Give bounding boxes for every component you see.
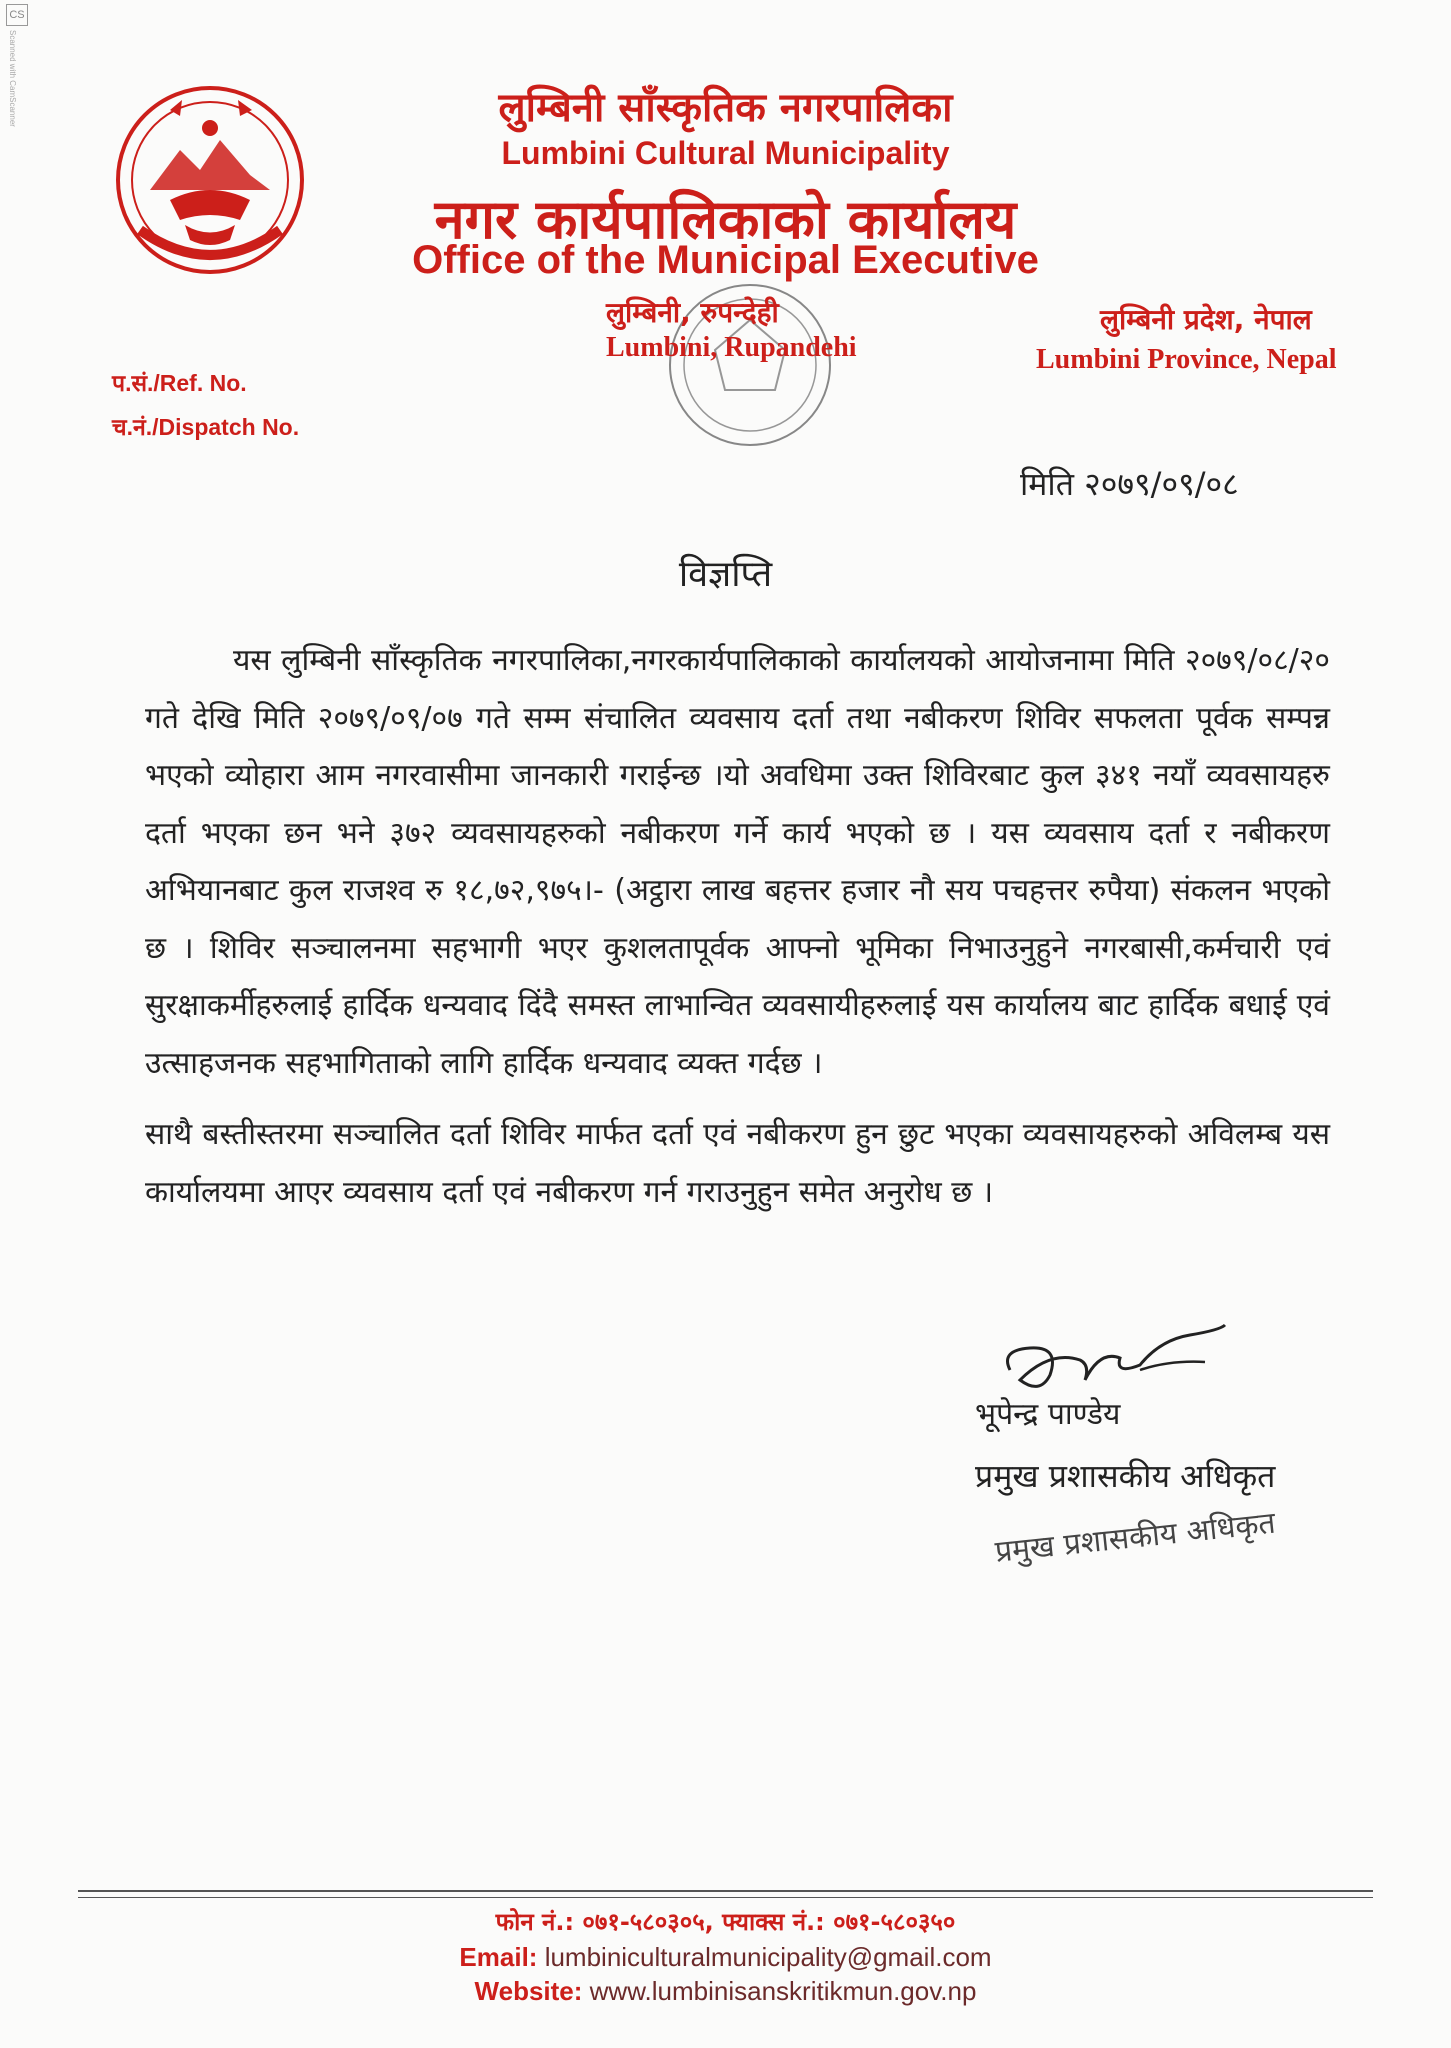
signatory-name: भूपेन्द्र पाण्डेय	[975, 1397, 1121, 1432]
footer-phone-fax: फोन नं.: ०७१-५८०३०५, फ्याक्स नं.: ०७१-५८०३५०	[495, 1908, 956, 1936]
website-url[interactable]: www.lumbinisanskritikmun.gov.np	[589, 1976, 977, 2006]
municipality-name-en: Lumbini Cultural Municipality	[501, 135, 950, 171]
province-np: लुम्बिनी प्रदेश, नेपाल	[1100, 303, 1312, 336]
municipality-name-np: लुम्बिनी साँस्कृतिक नगरपालिका	[498, 85, 953, 131]
letter-body	[145, 632, 1330, 1221]
footer-website	[0, 1976, 1451, 2007]
dispatch-number-label: च.नं./Dispatch No.	[112, 414, 300, 440]
office-name-en: Office of the Municipal Executive	[412, 238, 1039, 282]
letter-date: मिति २०७९/०९/०८	[1020, 465, 1239, 503]
scanner-badge: CS	[6, 4, 28, 26]
office-name-np: नगर कार्यपालिकाको कार्यालय	[434, 188, 1017, 251]
province-en: Lumbini Province, Nepal	[1036, 344, 1337, 375]
location-np: लुम्बिनी, रुपन्देही	[606, 296, 779, 329]
body-paragraph-1: यस लुम्बिनी साँस्कृतिक नगरपालिका,नगरकार्यपालिकाको कार्यालयको आयोजनामा मिति २०७९/०८/२० गते देखि मिति २०७९/०९/०७ गते सम्म संचालित व्यवसाय दर्ता तथा नबीकरण शिविर सफलता पूर्वक सम्पन्न भएको व्योहारा आम नगरवासीमा जानकारी गराईन्छ ।यो अवधिमा उक्त शिविरबाट कुल ३४१ नयाँ व्यवसायहरु दर्ता भएका छन भने ३७२ व्यवसायहरुको नबीकरण गर्ने कार्य भएको छ । यस व्यवसाय दर्ता र नबीकरण अभियानबाट कुल राजश्व रु १८,७२,९७५।- (अट्ठारा लाख बहत्तर हजार नौ सय पचहत्तर रुपैया) संकलन भएको छ । शिविर सञ्चालनमा सहभागी भएर कुशलतापूर्वक आफ्नो भूमिका निभाउनुहुने नगरबासी,कर्मचारी एवं सुरक्षाकर्मीहरुलाई हार्दिक धन्यवाद दिंदै समस्त लाभान्वित व्यवसायीहरुलाई यस कार्यालय बाट हार्दिक बधाई एवं उत्साहजनक सहभागिताको लागि हार्दिक धन्यवाद व्यक्त गर्दछ ।	[145, 643, 1330, 1081]
website-label: Website:	[474, 1976, 583, 2006]
location-en: Lumbini, Rupandehi	[606, 332, 857, 363]
scanner-caption: Scanned with CamScanner	[8, 30, 17, 127]
designation-seal: प्रमुख प्रशासकीय अधिकृत	[993, 1505, 1278, 1570]
signatory-designation: प्रमुख प्रशासकीय अधिकृत	[975, 1457, 1276, 1495]
footer-divider	[78, 1890, 1373, 1892]
notice-title: विज्ञप्ति	[678, 554, 773, 595]
footer-email	[0, 1942, 1451, 1973]
email-label: Email:	[459, 1942, 538, 1972]
body-paragraph-2: साथै बस्तीस्तरमा सञ्चालित दर्ता शिविर मार्फत दर्ता एवं नबीकरण हुन छुट भएका व्यवसायहरुको अविलम्ब यस कार्यालयमा आएर व्यवसाय दर्ता एवं नबीकरण गर्न गराउनुहुन समेत अनुरोध छ ।	[145, 1117, 1330, 1210]
footer-divider-thin	[78, 1897, 1373, 1898]
email-address[interactable]: lumbiniculturalmunicipality@gmail.com	[544, 1942, 992, 1972]
ref-number-label: प.सं./Ref. No.	[112, 370, 247, 396]
